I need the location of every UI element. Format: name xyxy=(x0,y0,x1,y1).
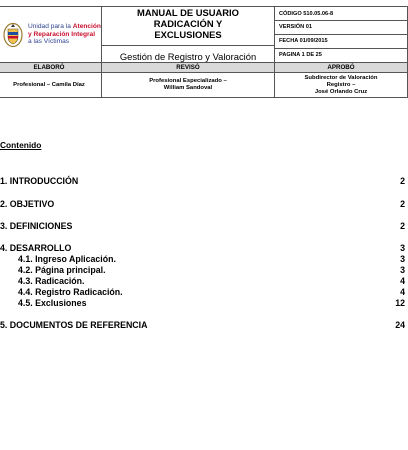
toc-entry-page: 2 xyxy=(400,176,405,186)
toc-subentry[interactable] xyxy=(0,265,405,276)
toc-entry-label: 2. OBJETIVO xyxy=(0,199,55,209)
toc-entry-page: 3 xyxy=(400,265,405,275)
toc-entry-page: 4 xyxy=(400,287,405,297)
toc-entry-label: 4. DESARROLLO xyxy=(0,243,72,253)
approved-by-line3: José Orlando Cruz xyxy=(314,88,368,95)
toc-subentry[interactable] xyxy=(0,287,405,298)
toc-entry-page: 12 xyxy=(395,298,405,308)
document-version: VERSIÓN 01 xyxy=(275,21,407,35)
toc-entry[interactable] xyxy=(0,243,405,254)
prepared-by-name: Profesional – Camila Díaz xyxy=(0,73,102,98)
approved-by-line1: Subdirector de Valoración xyxy=(304,74,378,81)
document-subtitle: Gestión de Registro y Valoración xyxy=(119,51,257,62)
toc-entry-page: 3 xyxy=(400,254,405,264)
toc-entry-page: 24 xyxy=(395,320,405,330)
title-cell xyxy=(102,7,275,63)
page-indicator: PAGINA 1 DE 25 xyxy=(279,51,322,58)
toc-title: Contenido xyxy=(0,140,42,150)
toc-subentry[interactable] xyxy=(0,254,405,265)
approved-by-name xyxy=(275,73,408,98)
toc-entry-label: 4.1. Ingreso Aplicación. xyxy=(18,254,116,264)
document-title xyxy=(102,7,274,40)
logo-cell xyxy=(0,7,102,63)
toc-entry-label: 1. INTRODUCCIÓN xyxy=(0,176,79,186)
toc-entry-page: 4 xyxy=(400,276,405,286)
toc-subentry[interactable] xyxy=(0,298,405,309)
toc-entry-label: 3. DEFINICIONES xyxy=(0,221,73,231)
toc-entry[interactable] xyxy=(0,199,405,210)
toc-entry[interactable] xyxy=(0,176,405,187)
toc-entry-label: 4.3. Radicación. xyxy=(18,276,85,286)
reviewed-by-name xyxy=(102,73,275,98)
toc-entry-label: 4.4. Registro Radicación. xyxy=(18,287,123,297)
prepared-by-label: ELABORÓ xyxy=(0,63,102,73)
toc-entry[interactable] xyxy=(0,221,405,232)
document-code: CÓDIGO 510.05.06-8 xyxy=(275,9,407,21)
approved-by-line2: Registro – xyxy=(326,81,356,88)
toc-entry-page: 3 xyxy=(400,243,405,253)
meta-cell xyxy=(275,7,408,63)
document-header-table xyxy=(0,6,408,98)
toc-entry-label: 4.2. Página principal. xyxy=(18,265,106,275)
document-title-line1: MANUAL DE USUARIO RADICACIÓN Y xyxy=(137,7,239,29)
document-title-line2: EXCLUSIONES xyxy=(154,29,222,40)
reviewed-by-line2: William Sandoval xyxy=(163,85,213,91)
toc-subentry[interactable] xyxy=(0,276,405,287)
toc-entry[interactable] xyxy=(0,320,405,331)
reviewed-by-line1: Profesional Especializado – xyxy=(149,78,227,84)
logo-line1-text: Unidad para la xyxy=(28,23,73,31)
approved-by-label: APROBÓ xyxy=(275,63,408,73)
coat-of-arms-icon xyxy=(3,22,23,48)
toc-entry-page: 2 xyxy=(400,199,405,209)
logo-line1-bold: Atención xyxy=(72,23,101,31)
toc-entry-label: 4.5. Exclusiones xyxy=(18,298,87,308)
document-date: FECHA 01/09/2015 xyxy=(275,35,407,49)
unit-logo xyxy=(0,8,101,62)
logo-line3: a las Víctimas xyxy=(28,38,70,46)
toc-entry-page: 2 xyxy=(400,221,405,231)
toc-entry-label: 5. DOCUMENTOS DE REFERENCIA xyxy=(0,320,148,330)
reviewed-by-label: REVISÓ xyxy=(102,63,275,73)
logo-line2: y Reparación Integral xyxy=(28,30,96,38)
